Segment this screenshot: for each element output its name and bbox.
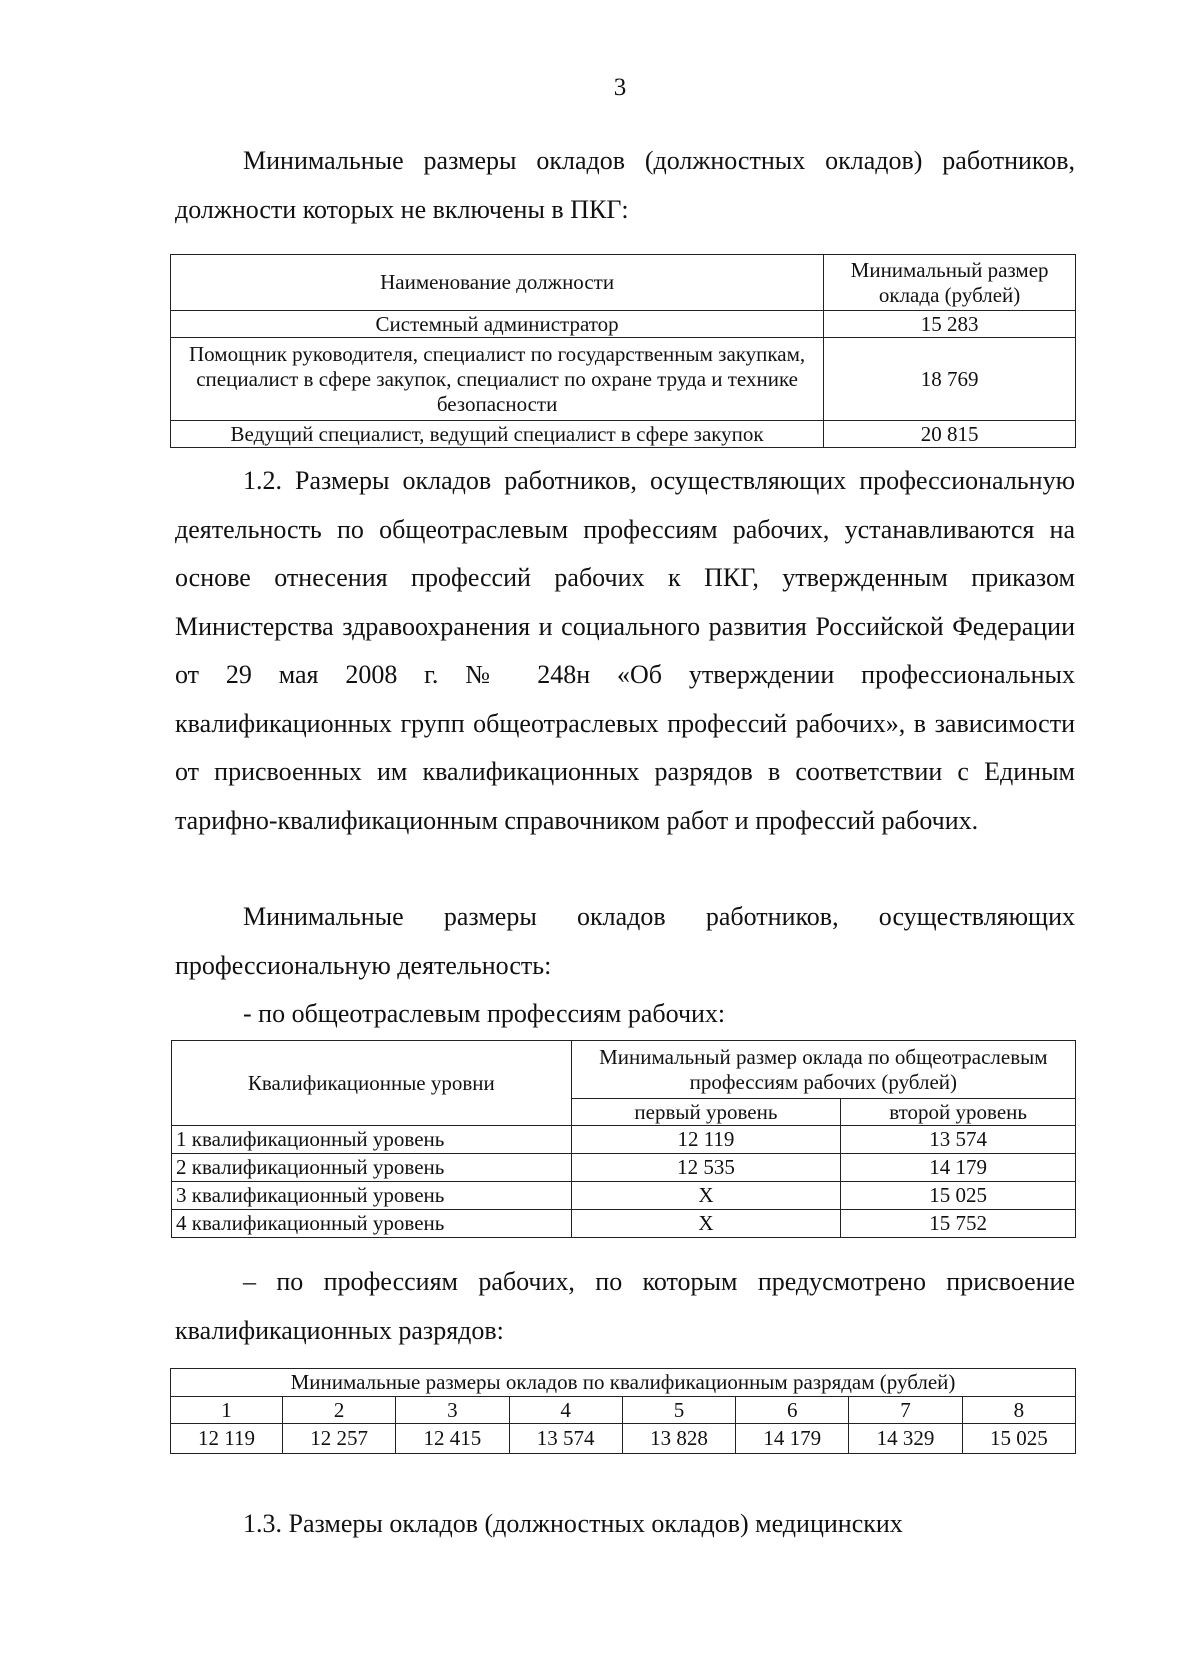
table-row (171, 1397, 1076, 1424)
grade-salary-table (170, 1368, 1076, 1454)
table1-salary-value: 15 283 (824, 311, 1076, 338)
table3-value: 12 415 (396, 1424, 509, 1454)
table2-header-levels: Квалификационные уровни (172, 1041, 572, 1126)
table2-first-value: Х (571, 1210, 841, 1238)
table3-value: 14 179 (736, 1424, 849, 1454)
table2-level-name: 2 квалификационный уровень (172, 1154, 572, 1182)
table2-subheader-first: первый уровень (571, 1099, 841, 1126)
table2-second-value: 14 179 (841, 1154, 1076, 1182)
paragraph-1-2: 1.2. Размеры окладов работников, осуществляющих профессиональную деятельность по общеотраслевым профессиям рабочих, устанавливаются на основе отнесения профессий рабочих к ПКГ, утвержденным приказом Министерства здравоохранения и социального развития Российской Федерации от 29 мая 2008 г. № 248н «Об утверждении профессиональных квалификационных групп общеотраслевых профессий рабочих», в зависимости от присвоенных им квалификационных разрядов в соответствии с Единым тарифно-квалификационным справочником работ и профессий рабочих. (175, 466, 1075, 835)
table1-position-name: Ведущий специалист, ведущий специалист в сфере закупок (171, 421, 824, 448)
table3-value: 14 329 (849, 1424, 962, 1454)
table-row (171, 421, 1076, 448)
intro-paragraph: Минимальные размеры окладов (должностных окладов) работников, должности которых не включены в ПКГ: (175, 146, 1075, 224)
table3-grade: 4 (509, 1397, 622, 1424)
table2-first-value: Х (571, 1182, 841, 1210)
table2-level-name: 1 квалификационный уровень (172, 1126, 572, 1154)
table3-grade: 3 (396, 1397, 509, 1424)
table1-header-position: Наименование должности (171, 255, 824, 311)
table1-position-name: Системный администратор (171, 311, 824, 338)
table2-first-value: 12 119 (571, 1126, 841, 1154)
page-number: 3 (613, 74, 627, 101)
table3-grade: 1 (171, 1397, 283, 1424)
table3-value: 12 119 (171, 1424, 283, 1454)
table2-subheader-second: второй уровень (841, 1099, 1076, 1126)
table-row (171, 311, 1076, 338)
positions-salary-table (170, 254, 1076, 448)
table1-salary-value: 20 815 (824, 421, 1076, 448)
table3-value: 13 828 (622, 1424, 735, 1454)
table3-grade: 2 (282, 1397, 395, 1424)
table-row (171, 338, 1076, 421)
table2-second-value: 15 025 (841, 1182, 1076, 1210)
table2-second-value: 15 752 (841, 1210, 1076, 1238)
table3-grade: 6 (736, 1397, 849, 1424)
table-row (172, 1126, 1076, 1154)
table3-grade: 7 (849, 1397, 962, 1424)
table3-value: 13 574 (509, 1424, 622, 1454)
table3-value: 15 025 (962, 1424, 1075, 1454)
table-row (172, 1182, 1076, 1210)
table1-header-salary: Минимальный размер оклада (рублей) (824, 255, 1076, 311)
table3-grade: 5 (622, 1397, 735, 1424)
table-row (172, 1210, 1076, 1238)
paragraph-1-3: 1.3. Размеры окладов (должностных окладов) медицинских (243, 1509, 903, 1538)
table1-salary-value: 18 769 (824, 338, 1076, 421)
table3-caption: Минимальные размеры окладов по квалификационным разрядам (рублей) (171, 1369, 1076, 1397)
table2-first-value: 12 535 (571, 1154, 841, 1182)
table2-second-value: 13 574 (841, 1126, 1076, 1154)
table2-level-name: 4 квалификационный уровень (172, 1210, 572, 1238)
table-row (172, 1154, 1076, 1182)
qualification-levels-table (171, 1040, 1076, 1238)
table-row (171, 1424, 1076, 1454)
table3-grade: 8 (962, 1397, 1075, 1424)
list-item-general-professions: - по общеотраслевым профессиям рабочих: (243, 999, 726, 1028)
table1-position-name: Помощник руководителя, специалист по государственным закупкам, специалист в сфере закупок, специалист по охране труда и технике безопасности (171, 338, 824, 421)
table2-header-group: Минимальный размер оклада по общеотраслевым профессиям рабочих (рублей) (571, 1041, 1075, 1099)
table2-level-name: 3 квалификационный уровень (172, 1182, 572, 1210)
list-item-graded-professions: – по профессиям рабочих, по которым предусмотрено присвоение квалификационных разрядов: (175, 1267, 1075, 1345)
table3-value: 12 257 (282, 1424, 395, 1454)
paragraph-min-salaries: Минимальные размеры окладов работников, осуществляющих профессиональную деятельность: (175, 902, 1075, 980)
